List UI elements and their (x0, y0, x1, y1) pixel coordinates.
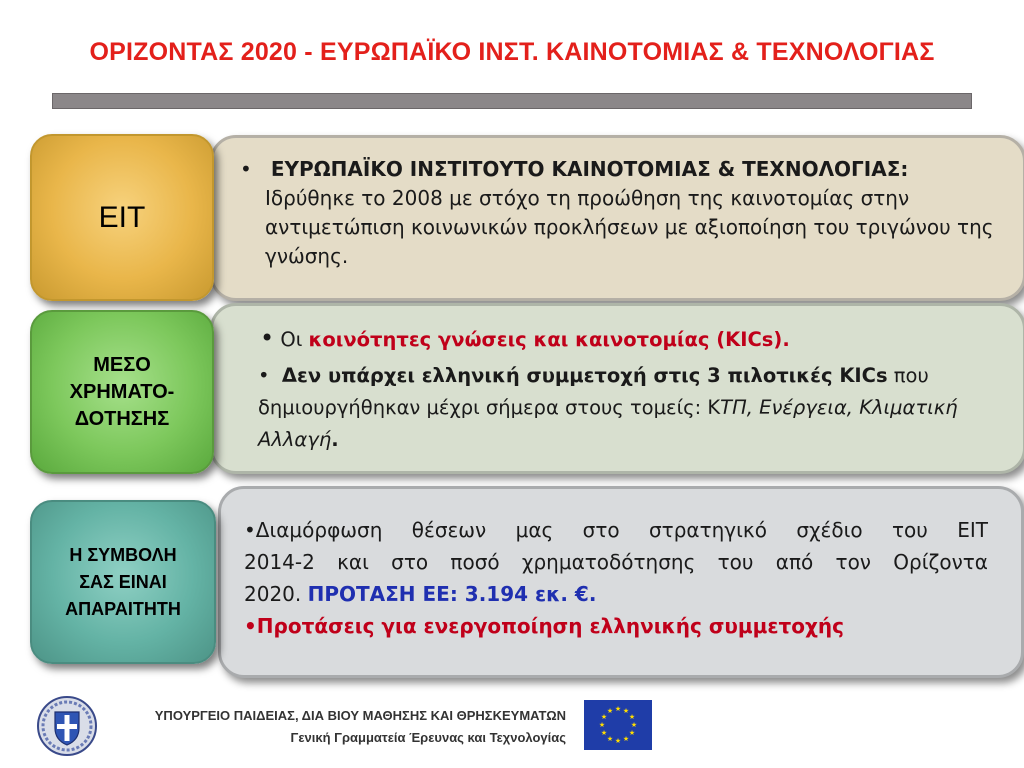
contribution-line-2: 2014-2 και στο ποσό χρηματοδότησης του από τον Ορίζοντα (244, 550, 988, 574)
svg-text:★: ★ (600, 729, 608, 737)
contribution-text (244, 514, 988, 642)
eit-body: Ιδρύθηκε το 2008 με στόχο τη προώθηση της καινοτομίας στην αντιμετώπιση κοινωνικών προκλήσεων με αξιοποίηση του τριγώνου της γνώσης. (265, 186, 994, 268)
bullet: • (260, 324, 275, 352)
contribution-line-1 (244, 514, 988, 546)
svg-text:★: ★ (600, 713, 608, 721)
bullet: • (258, 364, 270, 387)
ec-proposal-amount: ΠΡΟΤΑΣΗ ΕΕ: 3.194 εκ. €. (307, 582, 597, 606)
greek-coat-of-arms-icon (36, 695, 98, 757)
eit-label-box (30, 134, 214, 301)
no-greek-participation: Δεν υπάρχει ελληνική συμμετοχή στις 3 πιλοτικές KICs (281, 364, 888, 387)
svg-text:★: ★ (622, 707, 630, 715)
svg-text:★: ★ (614, 705, 622, 713)
funding-label-box (30, 310, 214, 474)
eit-label: ΕΙΤ (98, 200, 146, 234)
contribution-label-box (30, 500, 216, 664)
svg-text:★: ★ (606, 735, 614, 743)
funding-label-line: ΜΕΣΟ (93, 353, 151, 376)
page-title: ΟΡΙΖΟΝΤΑΣ 2020 - ΕΥΡΩΠΑΪΚΟ ΙΝΣΤ. ΚΑΙΝΟΤΟΜΙΑΣ & ΤΕΧΝΟΛΟΓΙΑΣ (89, 38, 935, 66)
greek-participation-proposals: •Προτάσεις για ενεργοποίηση ελληνικής συμμετοχής (244, 614, 844, 638)
contribution-label-line: Η ΣΥΜΒΟΛΗ (69, 544, 177, 565)
funding-item-1 (258, 322, 998, 356)
sectors-list: ΤΠ, Ενέργεια, Κλιματική Αλλαγή (258, 396, 958, 451)
eit-heading: ΕΥΡΩΠΑΪΚΟ ΙΝΣΤΙΤΟΥΤΟ ΚΑΙΝΟΤΟΜΙΑΣ & ΤΕΧΝΟΛΟΓΙΑΣ: (270, 157, 909, 181)
ministry-name: ΥΠΟΥΡΓΕΙΟ ΠΑΙΔΕΙΑΣ, ΔΙΑ ΒΙΟΥ ΜΑΘΗΣΗΣ ΚΑΙ ΘΡΗΣΚΕΥΜΑΤΩΝ (154, 708, 566, 723)
funding-item-1-prefix: Οι (280, 328, 309, 351)
svg-text:★: ★ (622, 735, 630, 743)
kics-highlight: κοινότητες γνώσεις και καινοτομίας (KICs (308, 328, 774, 351)
contribution-label-line: ΑΠΑΡΑΙΤΗΤΗ (65, 598, 181, 619)
contribution-label-line: ΣΑΣ ΕΙΝΑΙ (79, 571, 167, 592)
secretariat-name: Γενική Γραμματεία Έρευνας και Τεχνολογίας (290, 730, 566, 745)
kics-suffix: ). (773, 328, 790, 351)
funding-item-2-end: . (331, 428, 339, 451)
funding-item-2 (258, 360, 998, 456)
title-divider-bar (52, 93, 972, 109)
eu-flag-icon (584, 700, 652, 750)
funding-label-line: ΧΡΗΜΑΤΟ- (69, 380, 175, 403)
eit-description-text (240, 155, 1000, 271)
svg-text:★: ★ (630, 721, 638, 729)
bullet: • (240, 157, 252, 181)
funding-item-2-text: που δημιουργήθηκαν μέχρι σήμερα στους τομείς: Κ (258, 364, 929, 419)
svg-text:★: ★ (614, 737, 622, 745)
contribution-line-3 (244, 578, 988, 610)
funding-label-line: ΔΟΤΗΣΗΣ (74, 407, 170, 430)
funding-text (258, 322, 998, 456)
svg-text:★: ★ (598, 721, 606, 729)
contribution-line-1-text: Διαμόρφωση θέσεων μας στο στρατηγικό σχέδιο του ΕΙΤ (255, 518, 988, 542)
bullet: • (244, 518, 256, 542)
svg-text:★: ★ (628, 729, 636, 737)
svg-text:★: ★ (606, 707, 614, 715)
footer-ministry-text (100, 705, 566, 749)
svg-text:★: ★ (628, 713, 636, 721)
contribution-line-3-text: 2020. (244, 582, 308, 606)
